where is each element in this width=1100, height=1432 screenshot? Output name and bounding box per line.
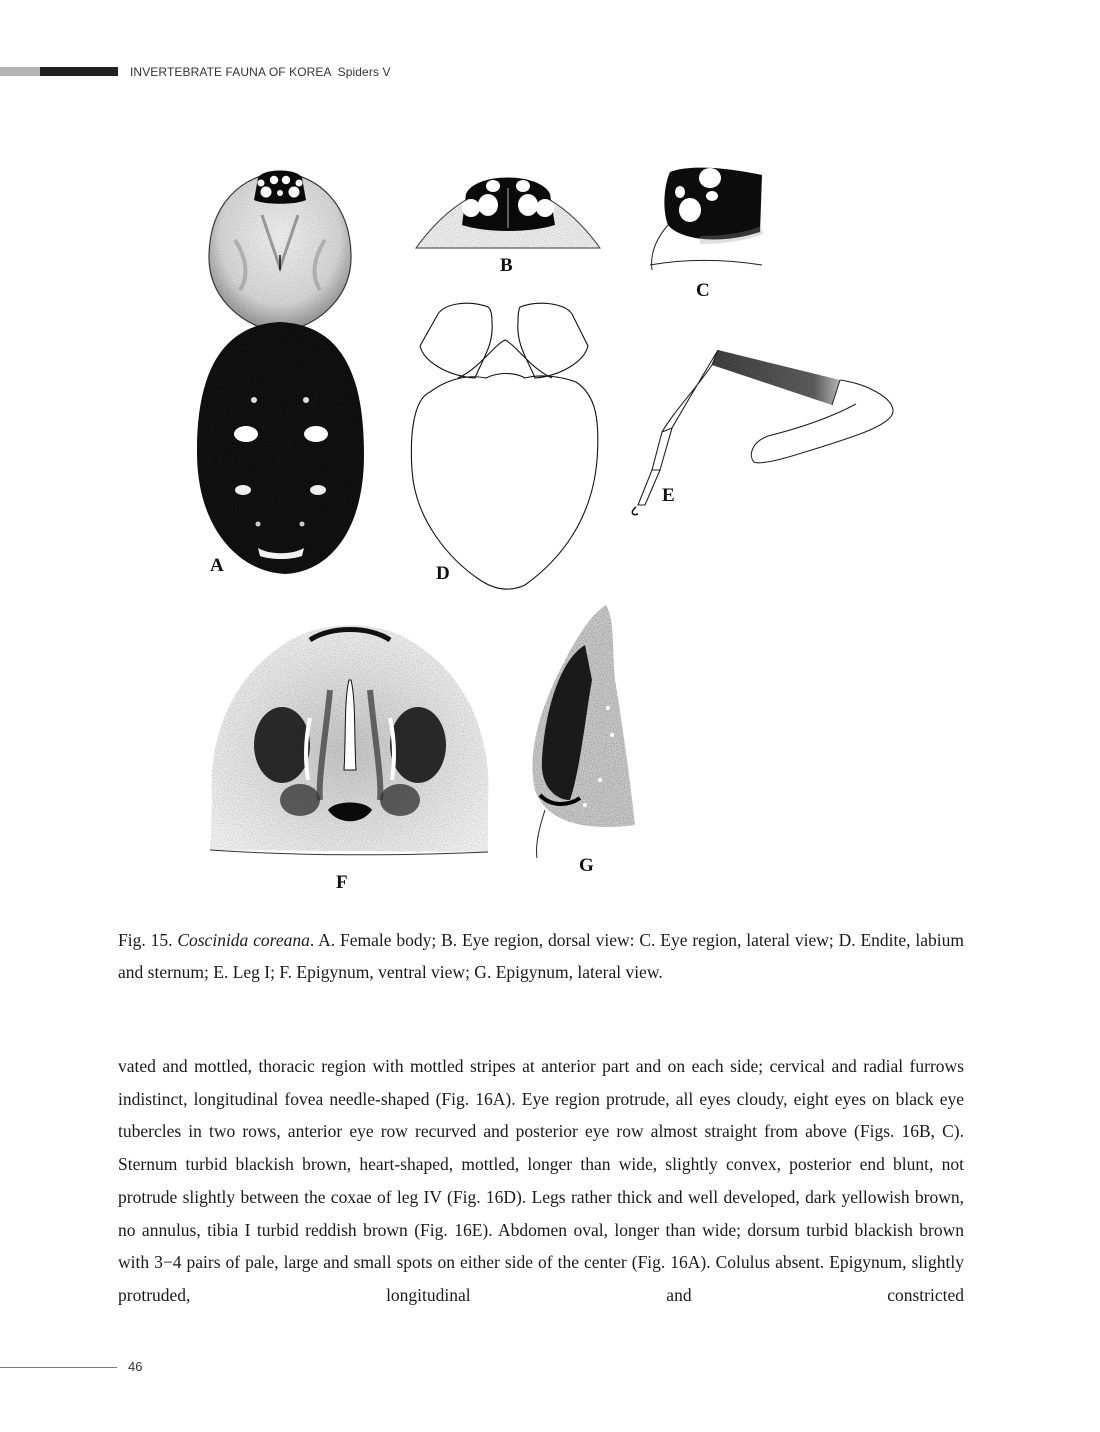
panel-c-eye-region-lateral (650, 168, 762, 270)
panel-label-c: C (696, 280, 710, 301)
body-paragraph: vated and mottled, thoracic region with mottled stripes at anterior part and on each side; cervical and radial furrows indistinct, longitudinal fovea needle-shaped (Fig. 16A). Eye region protrude, all eyes cloudy, eight eyes on black eye tubercles in two rows, anterior eye row recurved and posterior eye row almost straight from above (Figs. 16B, C). Sternum turbid blackish brown, heart-shaped, mottled, longer than wide, slightly convex, posterior end blunt, not protrude slightly between the coxae of leg IV (Fig. 16D). Legs rather thick and well developed, dark yellowish brown, no annulus, tibia I turbid reddish brown (Fig. 16E). Abdomen oval, longer than wide; dorsum turbid blackish brown with 3−4 pairs of pale, large and small spots on either side of the center (Fig. 16A). Colulus absent. Epigynum, slightly protruded, longitudinal and constricted (118, 1056, 964, 1305)
caption-text: . A. Female body; B. Eye region, dorsal view: C. Eye region, lateral view; D. Endite, labium and sternum; E. Leg I; F. Epigynum, ventral view; G. Epigynum, lateral view. (118, 930, 964, 982)
panel-label-a: A (210, 555, 224, 576)
panel-label-f: F (336, 872, 348, 893)
panel-a-female-body (197, 171, 364, 575)
panel-label-d: D (436, 563, 450, 584)
running-title: INVERTEBRATE FAUNA OF KOREA (130, 65, 332, 79)
panel-label-e: E (662, 485, 675, 506)
caption-species: Coscinida coreana (177, 930, 310, 950)
caption-prefix: Fig. 15. (118, 930, 178, 950)
panel-g-epigynum-lateral (532, 605, 635, 858)
page-number: 46 (128, 1359, 143, 1374)
panel-label-g: G (579, 855, 594, 876)
panel-f-epigynum-ventral (210, 625, 488, 855)
figure-caption (118, 924, 964, 988)
series-title: Spiders V (337, 65, 391, 79)
footer-rule (0, 1367, 117, 1368)
panel-label-b: B (500, 255, 513, 276)
panel-d-endite-labium-sternum (411, 303, 598, 589)
panel-b-eye-region-dorsal (416, 178, 600, 249)
